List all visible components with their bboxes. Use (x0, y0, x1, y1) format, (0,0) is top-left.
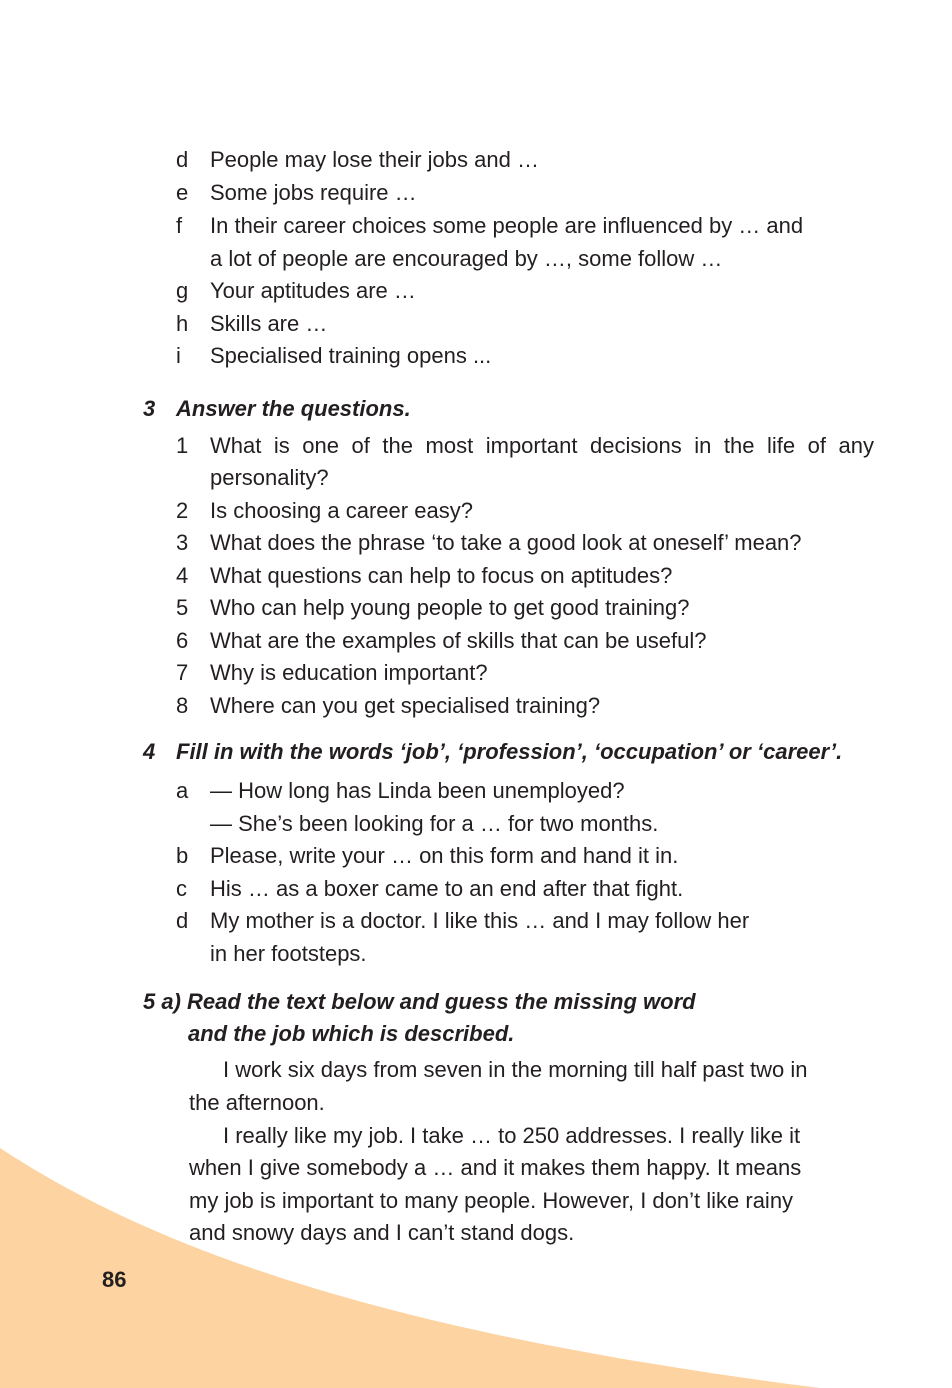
item-text: What is one of the most important decisions in the life of any (210, 433, 874, 458)
exercise-instruction-continued: and the job which is described. (188, 1021, 515, 1046)
exercise-4-heading (143, 736, 842, 768)
item-text: — How long has Linda been unemployed? (210, 778, 625, 803)
item-marker: 8 (176, 693, 189, 718)
item-text: Where can you get specialised training? (210, 693, 601, 718)
item-text: Who can help young people to get good training? (210, 595, 690, 620)
item-marker: 6 (176, 628, 189, 653)
item-text-continued: a lot of people are encouraged by …, some follow … (210, 246, 723, 271)
item-text: Please, write your … on this form and hand it in. (210, 843, 679, 868)
item-text: My mother is a doctor. I like this … and I may follow her (210, 908, 750, 933)
paragraph-line: my job is important to many people. However, I don’t like rainy (189, 1188, 794, 1213)
exercise-instruction: Fill in with the words ‘job’, ‘profession’, ‘occupation’ or ‘career’. (176, 739, 843, 764)
exercise-instruction: Answer the questions. (176, 396, 411, 421)
item-text: In their career choices some people are influenced by … and (210, 213, 804, 238)
item-text: Is choosing a career easy? (210, 498, 473, 523)
item-marker: i (176, 343, 181, 368)
paragraph-line: and snowy days and I can’t stand dogs. (189, 1220, 575, 1245)
item-marker: 1 (176, 433, 189, 458)
paragraph-line: when I give somebody a … and it makes them happy. It means (189, 1155, 802, 1180)
item-marker: d (176, 908, 189, 933)
item-marker: b (176, 843, 189, 868)
item-text: Why is education important? (210, 660, 488, 685)
item-marker: 7 (176, 660, 189, 685)
item-marker: c (176, 876, 187, 901)
item-marker: 2 (176, 498, 189, 523)
exercise-5a-heading (143, 986, 696, 1018)
exercise-number: 3 (143, 396, 156, 421)
item-text: Some jobs require … (210, 180, 417, 205)
item-marker: d (176, 147, 189, 172)
item-marker: f (176, 213, 183, 238)
item-marker: 5 (176, 595, 189, 620)
exercise-number: 5 a) (143, 989, 181, 1014)
item-marker: 4 (176, 563, 189, 588)
paragraph-line: the afternoon. (189, 1090, 325, 1115)
item-text-continued: in her footsteps. (210, 941, 367, 966)
item-marker: h (176, 311, 189, 336)
item-text: Your aptitudes are … (210, 278, 416, 303)
exercise-3-heading (143, 393, 411, 425)
exercise-instruction: Read the text below and guess the missing word (187, 989, 696, 1014)
item-marker: g (176, 278, 189, 303)
item-text: What does the phrase ‘to take a good look at oneself’ mean? (210, 530, 802, 555)
item-marker: e (176, 180, 189, 205)
page-number: 86 (102, 1267, 127, 1292)
item-text: Specialised training opens ... (210, 343, 492, 368)
item-text: Skills are … (210, 311, 328, 336)
item-text: What questions can help to focus on aptitudes? (210, 563, 673, 588)
item-text: People may lose their jobs and … (210, 147, 539, 172)
exercise-5a-heading-continued (188, 1018, 514, 1050)
item-marker: 3 (176, 530, 189, 555)
exercise-number: 4 (143, 739, 156, 764)
paragraph-line: I really like my job. I take … to 250 addresses. I really like it (223, 1123, 801, 1148)
item-text-continued: — She’s been looking for a … for two months. (210, 811, 659, 836)
item-marker: a (176, 778, 189, 803)
item-text: What are the examples of skills that can be useful? (210, 628, 707, 653)
item-text-continued: personality? (210, 465, 329, 490)
item-text: His … as a boxer came to an end after that fight. (210, 876, 684, 901)
paragraph-line: I work six days from seven in the morning till half past two in (223, 1057, 808, 1082)
